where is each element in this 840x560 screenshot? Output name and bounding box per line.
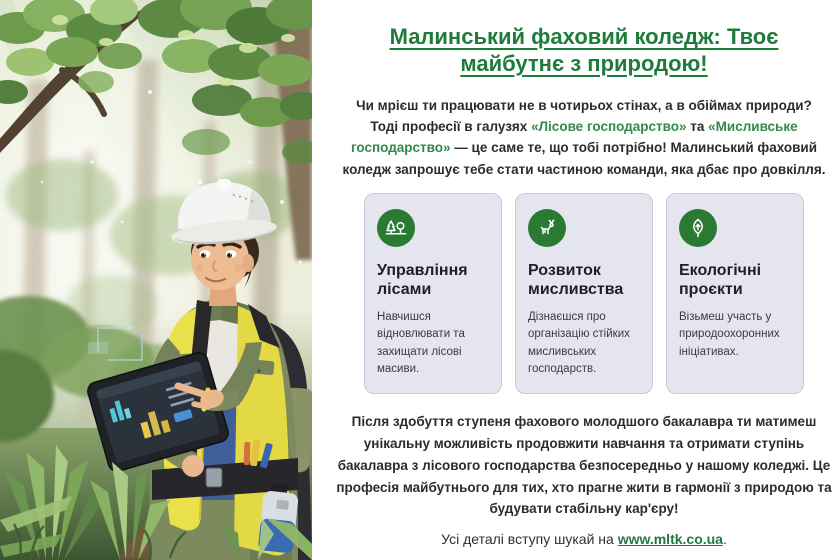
card-title: Розвиток мисливства bbox=[528, 261, 624, 299]
card-body: Візьмеш участь у природоохоронних ініціативах. bbox=[679, 311, 780, 358]
footer-line bbox=[441, 531, 727, 547]
page-title: Малинський фаховий коледж: Твоє майбутнє з природою! bbox=[389, 24, 779, 76]
footer-suffix: . bbox=[722, 531, 727, 548]
card-hunting-development bbox=[515, 193, 653, 394]
card-forest-management bbox=[364, 193, 502, 394]
trees-icon bbox=[377, 209, 415, 247]
college-website-link[interactable]: www.mltk.co.ua bbox=[617, 531, 723, 548]
leaf-icon bbox=[679, 209, 717, 247]
footer-prefix: Усі деталі вступу шукай на bbox=[441, 531, 618, 548]
forest-ranger-illustration bbox=[0, 0, 312, 560]
card-eco-projects bbox=[666, 193, 804, 394]
card-body: Навчишся відновлювати та захищати лісові масиви. bbox=[377, 311, 465, 375]
intro-paragraph: Чи мрієш ти працювати не в чотирьох стінах, а в обіймах природи? Тоді професії в галузях «Лісове господарство» та «Мисливське господарство» — це саме те, що тобі потрібно! Малинський фаховий коледж запрошує тебе стати частиною команди, яка дбає про довкілля. bbox=[342, 97, 826, 177]
card-title: Управління лісами bbox=[377, 261, 468, 299]
outro-paragraph: Після здобуття ступеня фахового молодшого бакалавра ти матимеш унікальну можливість продовжити навчання та отримати ступінь бакалавра з лісового господарства безпосередньо у нашому коледжі. Це професія майбутнього для тих, хто прагне жити в гармонії з природою та будувати стабільну кар'єру! bbox=[336, 414, 832, 517]
card-body: Дізнаєшся про організацію стійких мисливських господарств. bbox=[528, 311, 630, 375]
flyer-content bbox=[312, 0, 840, 560]
deer-icon bbox=[528, 209, 566, 247]
card-title: Екологічні проєкти bbox=[679, 261, 762, 299]
program-cards bbox=[364, 193, 804, 394]
